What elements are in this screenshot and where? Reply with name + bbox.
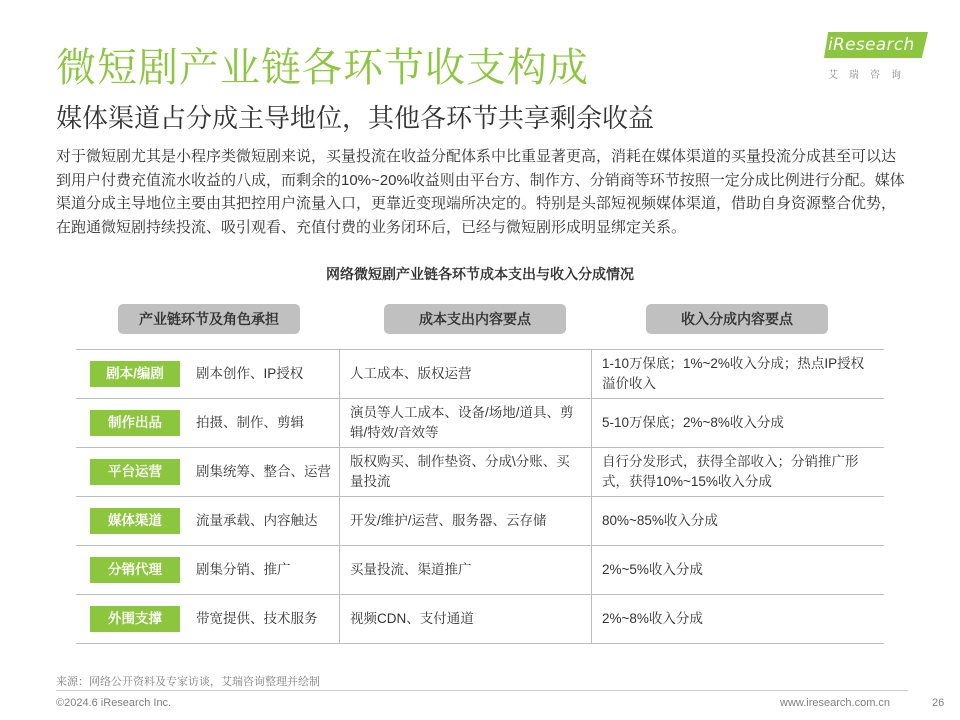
table-row xyxy=(76,497,884,546)
role-cell xyxy=(76,595,340,643)
cost-cell: 视频CDN、支付通道 xyxy=(340,595,592,643)
table-title: 网络微短剧产业链各环节成本支出与收入分成情况 xyxy=(326,266,634,282)
column-header-role: 产业链环节及角色承担 xyxy=(118,304,300,334)
cost-cell: 买量投流、渠道推广 xyxy=(340,546,592,594)
income-cell: 1-10万保底；1%~2%收入分成；热点IP授权溢价收入 xyxy=(602,356,865,391)
logo-subtitle: 艾瑞咨询 xyxy=(828,70,912,81)
segment-tag: 媒体渠道 xyxy=(90,508,180,534)
source-note: 来源：网络公开资料及专家访谈，艾瑞咨询整理并绘制 xyxy=(56,676,320,688)
segment-tag: 剧本/编剧 xyxy=(90,361,180,387)
table-row xyxy=(76,350,884,399)
role-text: 剧本创作、IP授权 xyxy=(196,366,304,381)
column-header-income: 收入分成内容要点 xyxy=(646,304,828,334)
intro-paragraph: 对于微短剧尤其是小程序类微短剧来说，买量投流在收益分配体系中比重显著更高，消耗在媒体渠道的买量投流分成甚至可以达到用户付费充值流水收益的八成，而剩余的10%~20%收益则由平台方、制作方、分销商等环节按照一定分成比例进行分配。媒体渠道分成主导地位主要由其把控用户流量入口，更靠近变现端所决定的。特别是头部短视频媒体渠道，借助自身资源整合优势，在跑通微短剧持续投流、吸引观看、充值付费的业务闭环后，已经与微短剧形成明显绑定关系。 xyxy=(56,148,905,236)
cost-cell: 开发/维护/运营、服务器、云存储 xyxy=(340,497,592,545)
table-row xyxy=(76,448,884,497)
page-subtitle: 媒体渠道占分成主导地位，其他各环节共享剩余收益 xyxy=(56,103,655,133)
income-cell: 自行分发形式，获得全部收入；分销推广形式，获得10%~15%收入分成 xyxy=(602,454,859,489)
segment-tag: 外围支撑 xyxy=(90,606,180,632)
role-cell xyxy=(76,546,340,594)
copyright: ©2024.6 iResearch Inc. xyxy=(56,697,172,709)
role-cell xyxy=(76,448,340,496)
website-link[interactable]: www.iresearch.com.cn xyxy=(780,697,891,709)
revenue-cost-table xyxy=(76,349,884,644)
iresearch-logo xyxy=(824,32,934,84)
role-text: 拍摄、制作、剪辑 xyxy=(196,415,304,430)
table-row xyxy=(76,595,884,644)
page-number: 26 xyxy=(932,697,945,709)
income-cell: 5-10万保底；2%~8%收入分成 xyxy=(602,415,784,430)
role-cell xyxy=(76,497,340,545)
role-text: 带宽提供、技术服务 xyxy=(196,611,318,626)
cost-cell: 人工成本、版权运营 xyxy=(340,350,592,398)
page-title: 微短剧产业链各环节收支构成 xyxy=(56,46,589,90)
footer-divider xyxy=(56,690,908,691)
role-text: 剧集分销、推广 xyxy=(196,562,291,577)
role-text: 流量承载、内容触达 xyxy=(196,513,318,528)
segment-tag: 分销代理 xyxy=(90,557,180,583)
table-row xyxy=(76,399,884,448)
role-text: 剧集统筹、整合、运营 xyxy=(196,464,331,479)
cost-cell: 版权购买、制作垫资、分成\分账、买量投流 xyxy=(340,448,592,496)
income-cell: 2%~5%收入分成 xyxy=(602,562,703,577)
role-cell xyxy=(76,399,340,447)
table-row xyxy=(76,546,884,595)
column-header-cost: 成本支出内容要点 xyxy=(384,304,566,334)
income-cell: 2%~8%收入分成 xyxy=(602,611,703,626)
role-cell xyxy=(76,350,340,398)
cost-cell: 演员等人工成本、设备/场地/道具、剪辑/特效/音效等 xyxy=(340,399,592,447)
segment-tag: 制作出品 xyxy=(90,410,180,436)
segment-tag: 平台运营 xyxy=(90,459,180,485)
logo-name: iResearch xyxy=(828,35,915,55)
income-cell: 80%~85%收入分成 xyxy=(602,513,718,528)
